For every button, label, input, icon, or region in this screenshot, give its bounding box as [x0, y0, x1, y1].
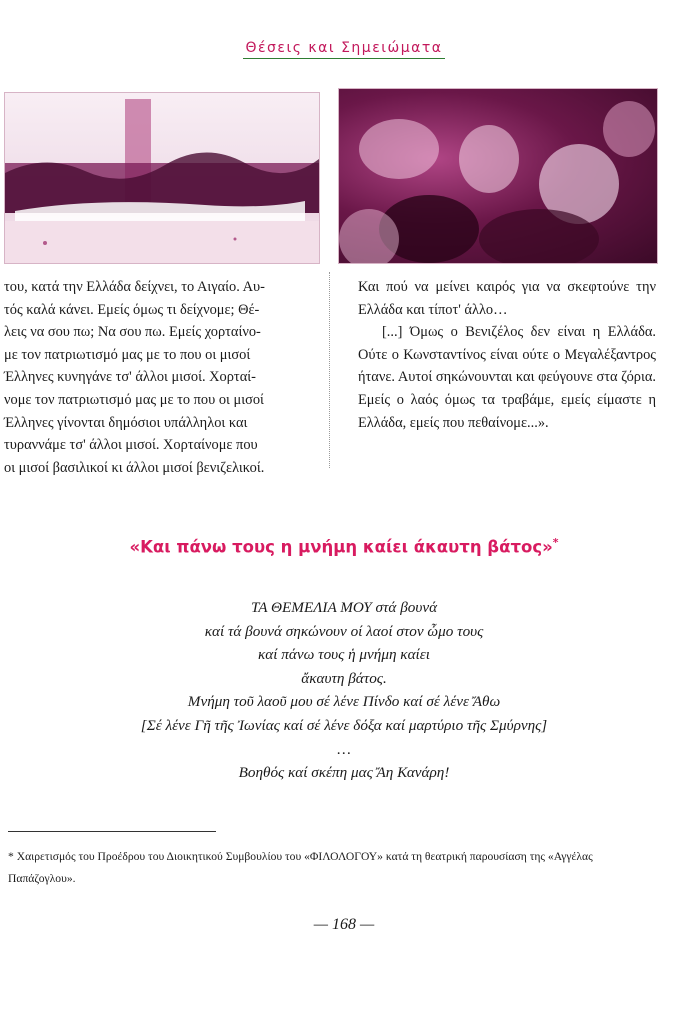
left-line: τός καλά κάνει. Εμείς όμως τι δείχνομε; Θέ-: [4, 301, 260, 318]
poem-line: καί πάνω τους ἡ μνήμη καίει: [258, 646, 430, 664]
poem-line: καί τά βουνά σηκώνουν οί λαοί στον ὦμο τους: [204, 622, 484, 640]
running-head: [0, 40, 688, 56]
left-column: [4, 276, 318, 479]
running-head-text: Θέσεις και Σημειώματα: [243, 40, 444, 59]
left-line: οι μισοί βασιλικοί κι άλλοι μισοί βενιζελικοί.: [4, 459, 265, 476]
left-line: με τον πατριωτισμό μας με το που οι μισοί: [4, 346, 251, 363]
poem-title-text: «Και πάνω τους η μνήμη καίει άκαυτη βάτος»: [129, 537, 553, 557]
left-line: νομε τον πατριωτισμό μας με το που οι μισοί: [4, 391, 264, 408]
photo-crowd-boats-drawing: [5, 93, 319, 263]
poem-line: [Σέ λένε Γῆ τῆς Ἰωνίας καί σέ λένε δόξα καί μαρτύριο τῆς Σμύρνης]: [140, 716, 548, 734]
poem-line: ἄκαυτη βάτος.: [301, 669, 387, 687]
column-divider: [329, 272, 330, 468]
page-number: — 168 —: [313, 916, 375, 933]
poem-line: Μνήμη τοῦ λαοῦ μου σέ λένε Πίνδο καί σέ λένε Ἄθω: [187, 693, 501, 711]
right-column: [358, 276, 656, 434]
poem-ellipsis: …: [337, 740, 351, 758]
photo-refugee-women: [338, 88, 658, 264]
poem: [0, 596, 688, 785]
poem-line-rest: στά βουνά: [371, 599, 438, 616]
poem-line: Βοηθός καί σκέπη μας Ἄη Κανάρη!: [238, 764, 450, 782]
footnote: * Χαιρετισμός του Προέδρου του Διοικητικού Συμβουλίου του «ΦΙΛΟΛΟΓΟΥ» κατά τη θεατρική παρουσίαση της «Αγγέλας Παπάζογλου».: [8, 850, 593, 885]
left-line: του, κατά την Ελλάδα δείχνει, το Αιγαίο. Αυ-: [4, 279, 265, 295]
right-paragraph-2: [...] Όμως ο Βενιζέλος δεν είναι η Ελλάδα. Ούτε ο Κωνσταντίνος είναι ούτε ο Μεγαλέξαντρος ήτανε. Αυτοί σηκώνουνται και φεύγουνε στα ζόρια. Εμείς ο λαός όμως τα τραβάμε, εμείς είμαστε η Ελλάδα, εμείς που πεθαίνομε...».: [358, 324, 656, 431]
footnote-marker: *: [552, 536, 559, 549]
poem-title: [0, 536, 688, 557]
poem-line-caps: ΤΑ ΘΕΜΕΛΙΑ ΜΟΥ: [250, 599, 372, 616]
poem-line: [0, 596, 688, 620]
left-line: τυραννάμε τσ' άλλοι μισοί. Χορταίνομε που: [4, 437, 258, 454]
photo-crowd-boats: [4, 92, 320, 264]
left-line: Έλληνες γίνονται δημόσιοι υπάλληλοι και: [4, 414, 248, 431]
left-line: Έλληνες κυνηγάνε τσ' άλλοι μισοί. Χορταί-: [4, 369, 256, 386]
left-line: λεις να σου πω; Να σου πω. Εμείς χορταίνο-: [4, 324, 261, 341]
right-paragraph-1: Και πού να μείνει καιρός για να σκεφτούνε την Ελλάδα και τίποτ' άλλο…: [358, 279, 656, 318]
photo-refugee-women-drawing: [339, 89, 657, 263]
footnote-rule: [8, 831, 216, 832]
